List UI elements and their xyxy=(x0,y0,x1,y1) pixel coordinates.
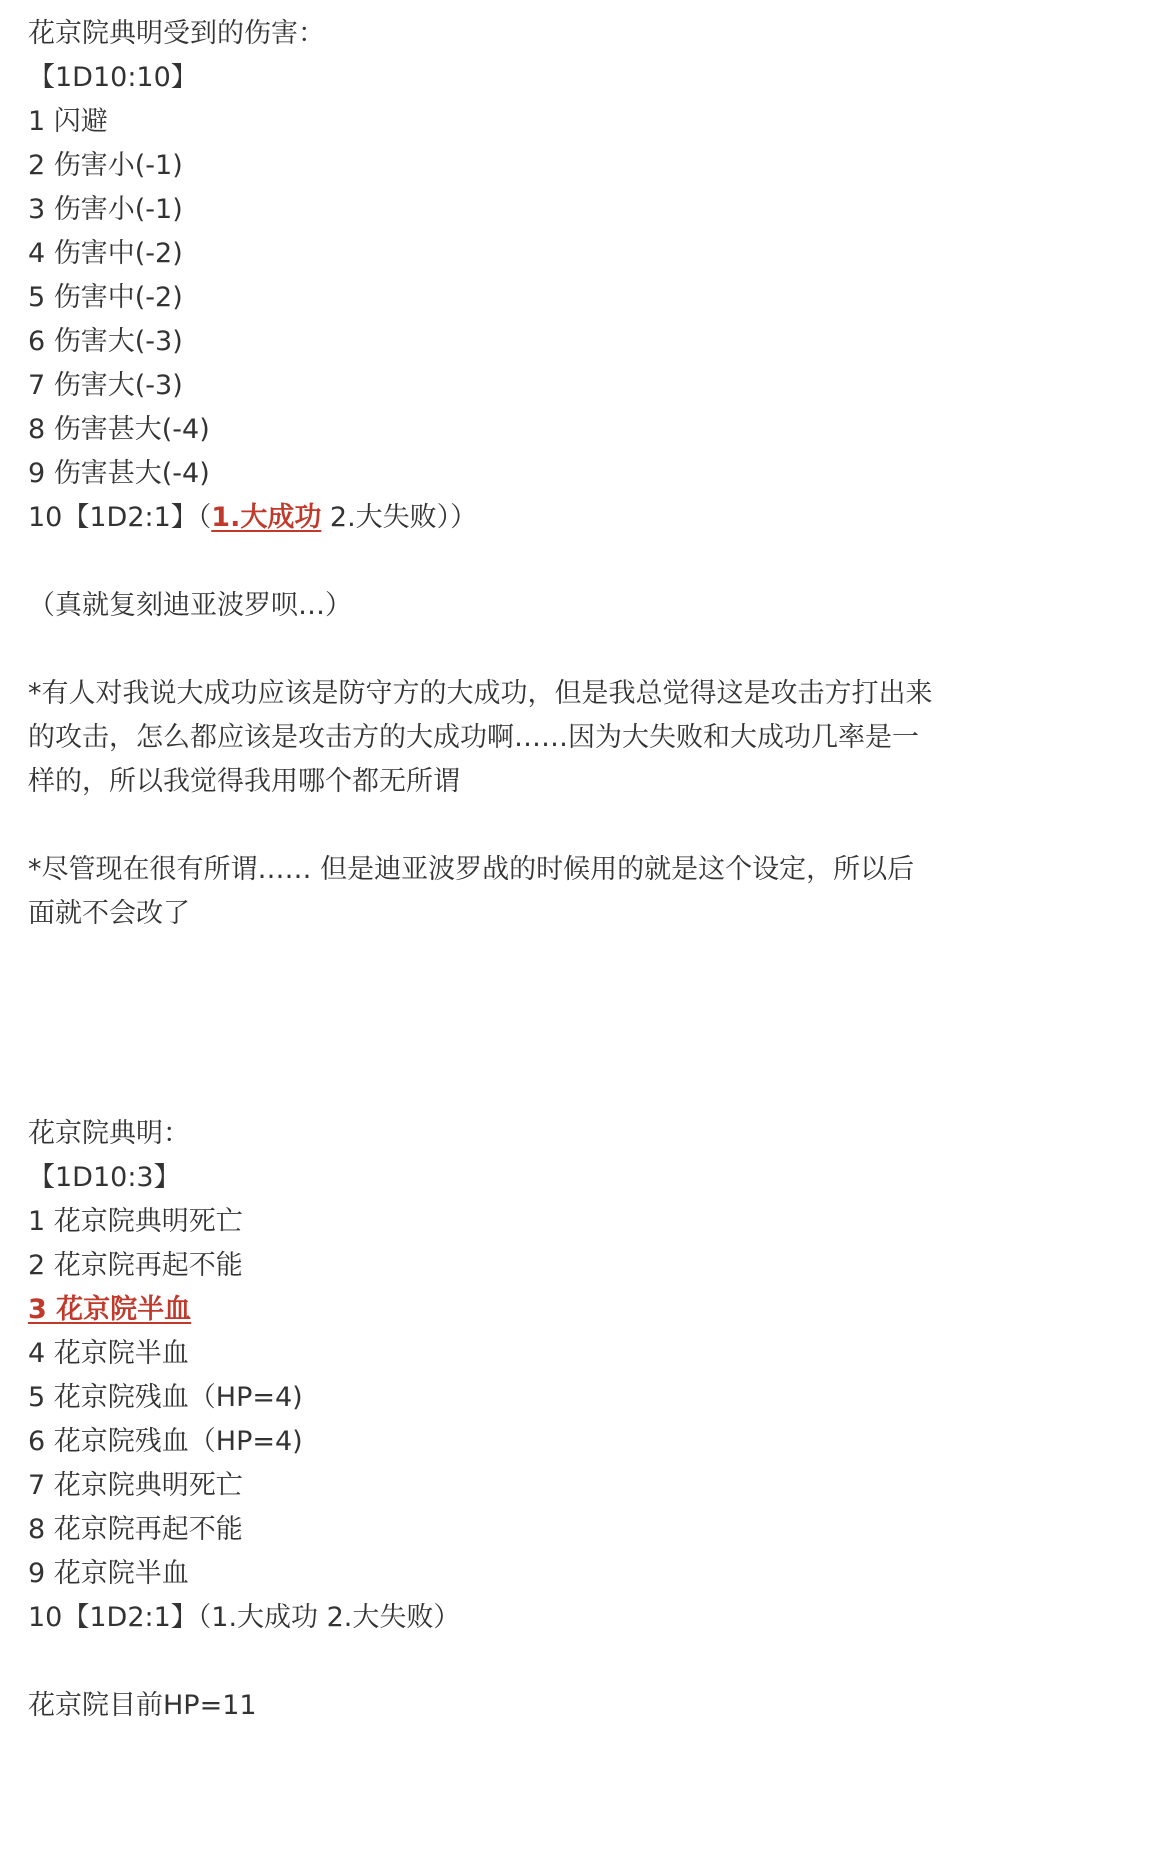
list-item: 8 花京院再起不能 xyxy=(28,1514,243,1545)
item10-suffix: 2.大失败）） xyxy=(321,502,478,533)
list-item: 7 花京院典明死亡 xyxy=(28,1470,243,1501)
section1-title: 花京院典明受到的伤害： xyxy=(28,18,325,49)
document-page xyxy=(28,12,1028,1728)
spacer xyxy=(28,804,1028,848)
list-item: 5 伤害中(-2) xyxy=(28,282,183,313)
aside-remark: （真就复刻迪亚波罗呗…） xyxy=(28,590,352,621)
list-item: 6 伤害大(-3) xyxy=(28,326,183,357)
note1-line: 样的，所以我觉得我用哪个都无所谓 xyxy=(28,766,460,797)
list-item: 3 伤害小(-1) xyxy=(28,194,183,225)
note2-line: 面就不会改了 xyxy=(28,898,190,929)
list-item: 9 花京院半血 xyxy=(28,1558,189,1589)
list-item-highlighted: 3 花京院半血 xyxy=(28,1294,192,1325)
list-item: 2 伤害小(-1) xyxy=(28,150,183,181)
note1-line: *有人对我说大成功应该是防守方的大成功，但是我总觉得这是攻击方打出来 xyxy=(28,678,933,709)
spacer xyxy=(28,628,1028,672)
spacer xyxy=(28,540,1028,584)
spacer xyxy=(28,1640,1028,1684)
list-item: 5 花京院残血（HP=4) xyxy=(28,1382,303,1413)
section2-roll: 【1D10:3】 xyxy=(28,1162,181,1193)
list-item: 1 闪避 xyxy=(28,106,108,137)
list-item: 4 伤害中(-2) xyxy=(28,238,183,269)
section1-roll: 【1D10:10】 xyxy=(28,62,198,93)
note2-line: *尽管现在很有所谓…… 但是迪亚波罗战的时候用的就是这个设定，所以后 xyxy=(28,854,915,885)
list-item-10 xyxy=(28,496,1028,540)
section2-title: 花京院典明： xyxy=(28,1118,190,1149)
note1-line: 的攻击，怎么都应该是攻击方的大成功啊……因为大失败和大成功几率是一 xyxy=(28,722,919,753)
spacer xyxy=(28,936,1028,1112)
list-item: 1 花京院典明死亡 xyxy=(28,1206,243,1237)
list-item: 6 花京院残血（HP=4) xyxy=(28,1426,303,1457)
list-item: 4 花京院半血 xyxy=(28,1338,189,1369)
list-item: 10【1D2:1】（1.大成功 2.大失败） xyxy=(28,1602,461,1633)
list-item: 7 伤害大(-3) xyxy=(28,370,183,401)
critical-success-highlight: 1.大成功 xyxy=(211,502,322,533)
list-item: 8 伤害甚大(-4) xyxy=(28,414,210,445)
item10-prefix: 10【1D2:1】（ xyxy=(28,502,212,533)
list-item: 2 花京院再起不能 xyxy=(28,1250,243,1281)
list-item: 9 伤害甚大(-4) xyxy=(28,458,210,489)
hp-status: 花京院目前HP=11 xyxy=(28,1690,257,1721)
